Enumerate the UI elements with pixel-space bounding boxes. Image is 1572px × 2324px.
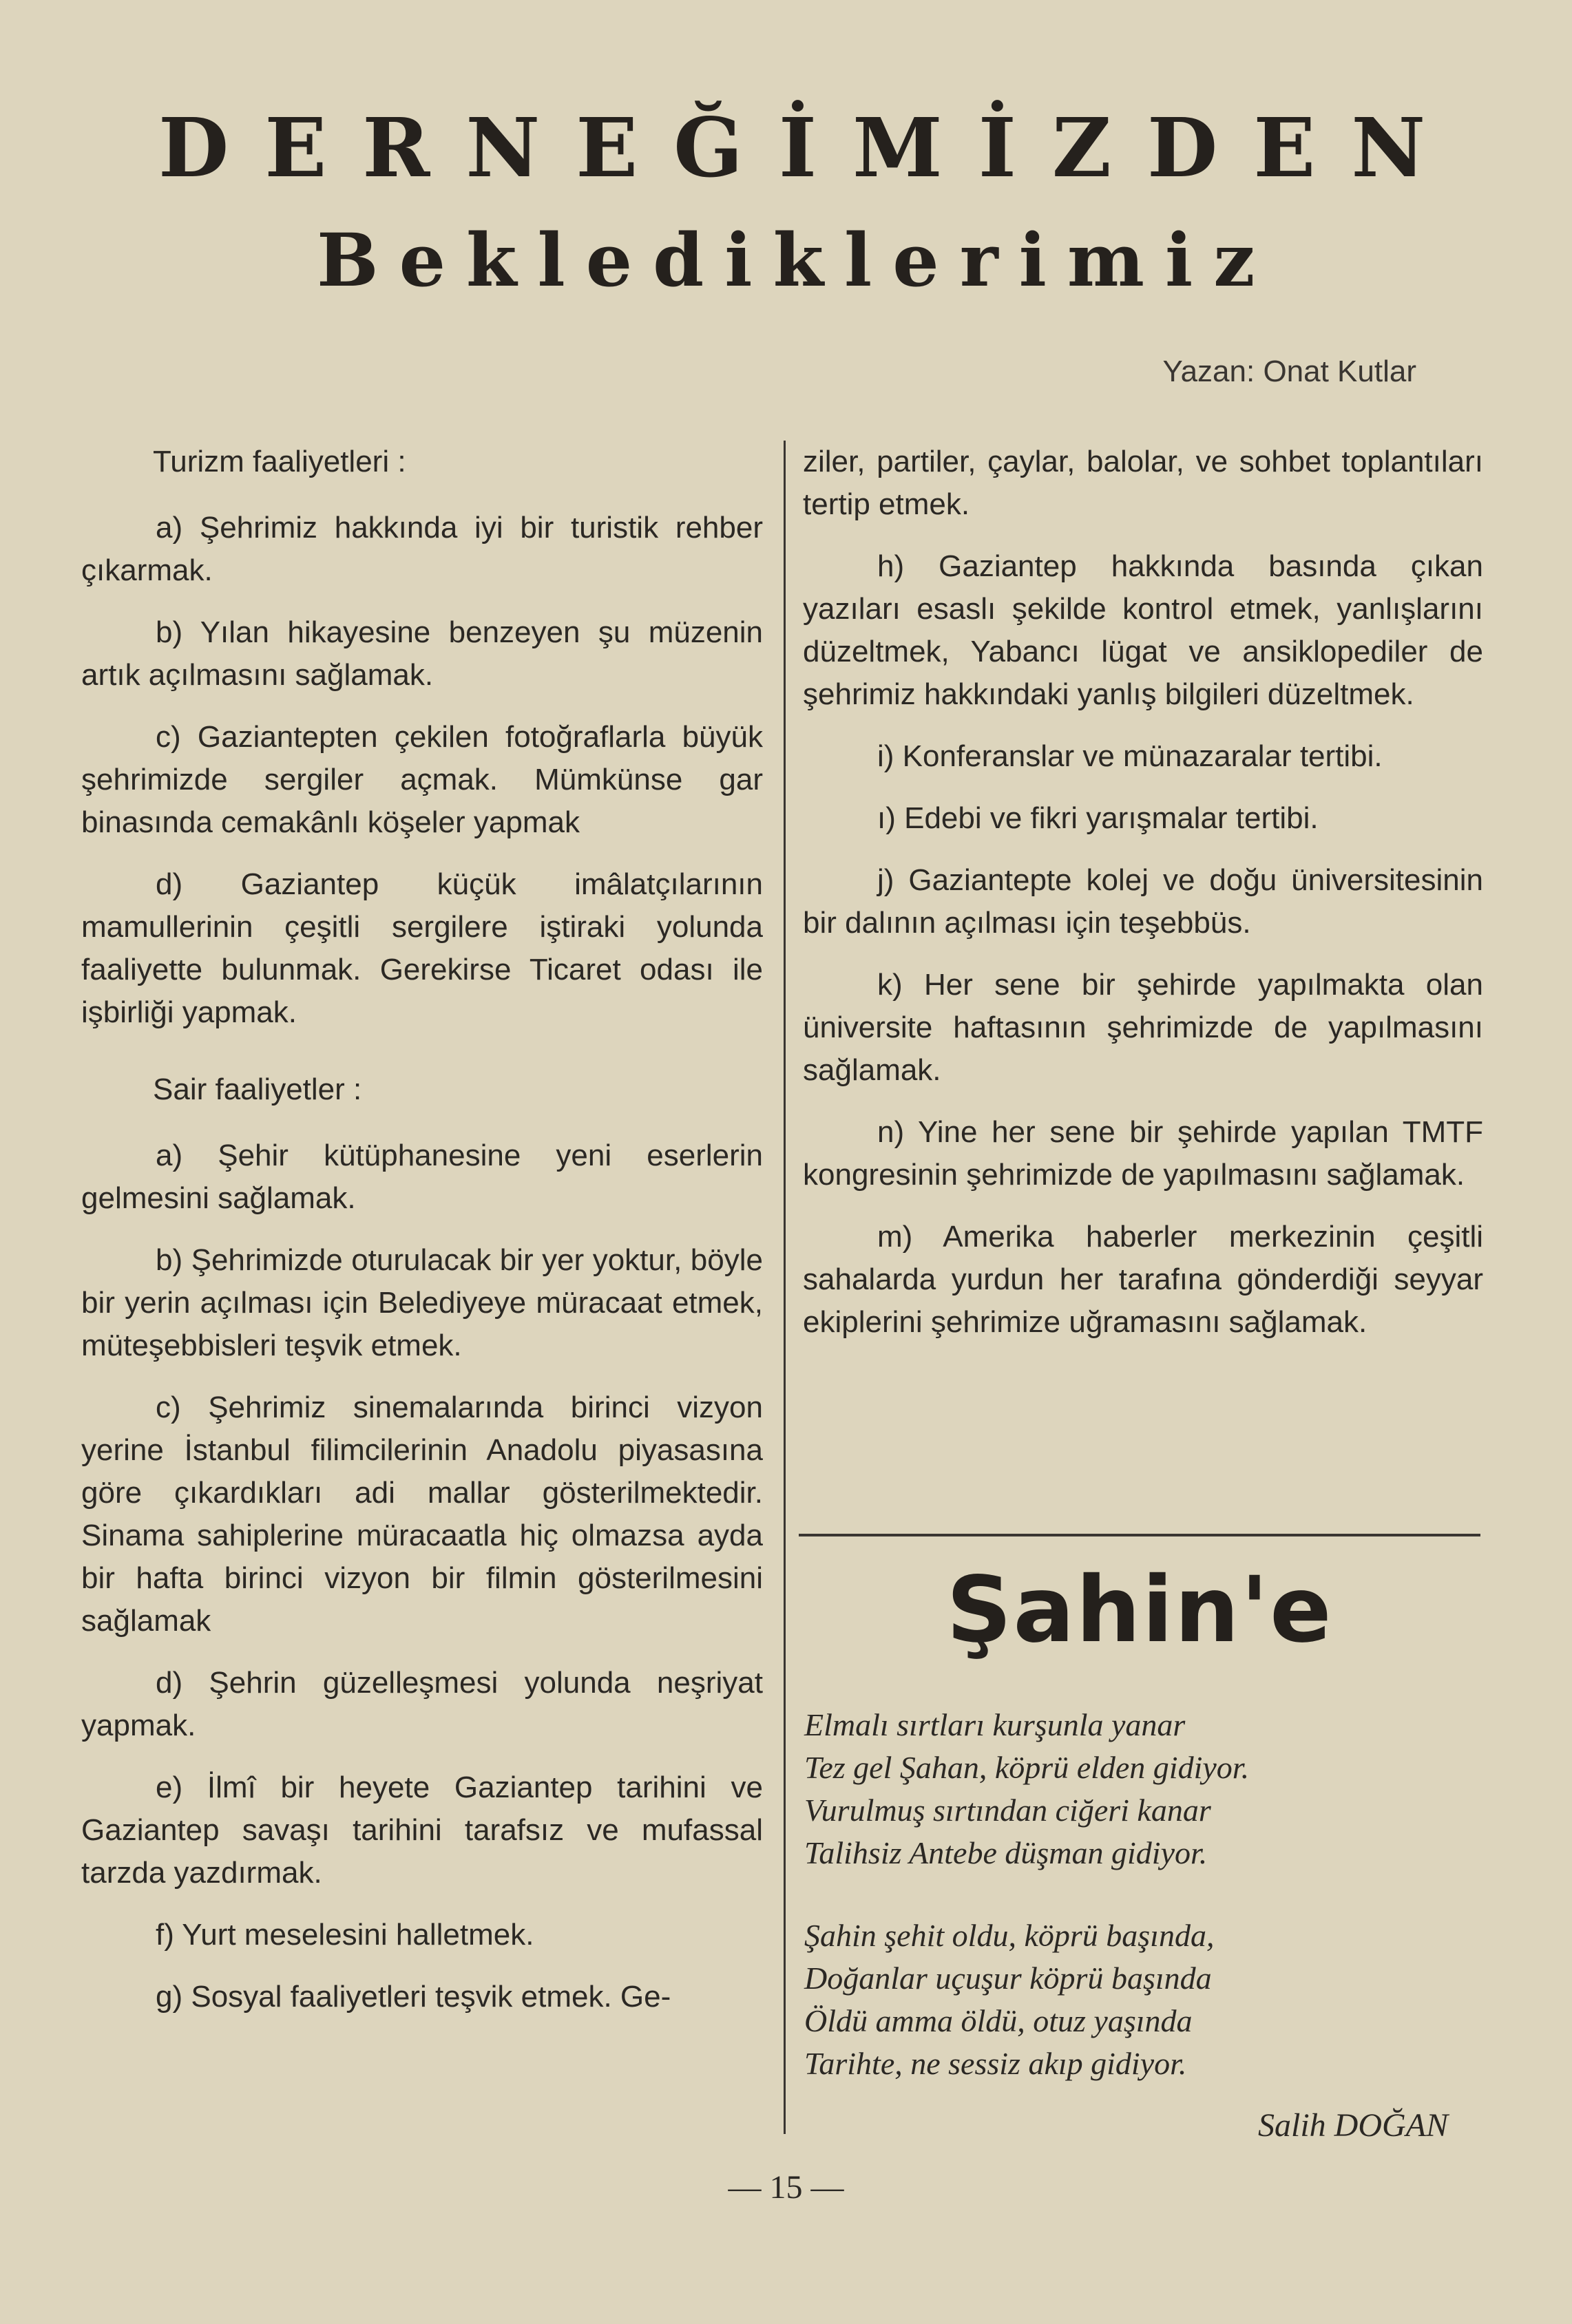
list-item: c) Gaziantepten çekilen fotoğraflarla büyük şehrimizde sergiler açmak. Mümkünse gar binasında cemakânlı köşeler yapmak — [81, 720, 763, 839]
list-item: ı) Edebi ve fikri yarışmalar tertibi. — [877, 801, 1319, 835]
column-divider — [784, 441, 786, 2134]
stanza-gap — [804, 1874, 1479, 1914]
poem-line: Talihsiz Antebe düşman gidiyor. — [804, 1835, 1208, 1870]
list-item: n) Yine her sene bir şehirde yapılan TMTF kongresinin şehrimizde de yapılmasını sağlamak. — [803, 1115, 1483, 1192]
list-item: b) Yılan hikayesine benzeyen şu müzenin artık açılmasını sağlamak. — [81, 615, 763, 692]
poem-line: Öldü amma öldü, otuz yaşında — [804, 2003, 1193, 2038]
list-item: e) İlmî bir heyete Gaziantep tarihini ve Gaziantep savaşı tarihini tarafsız ve mufassal tarzda yazdırmak. — [81, 1771, 763, 1890]
poem-line: Vurulmuş sırtından ciğeri kanar — [804, 1793, 1211, 1828]
section-heading-tourism: Turizm faaliyetleri : — [153, 445, 406, 478]
poem-author: Salih DOĞAN — [1258, 2107, 1448, 2144]
list-item: c) Şehrimiz sinemalarında birinci vizyon yerine İstanbul filimcilerinin Anadolu piyasasına göre çıkardıkları adi mallar gösterilmektedir. Sinama sahiplerine müracaatla hiç olmazsa ayda bir hafta birinci vizyon bir filmin gösterilmesini sağlamak — [81, 1391, 763, 1638]
list-item: d) Şehrin güzelleşmesi yolunda neşriyat yapmak. — [81, 1666, 763, 1742]
article-title: Beklediklerimiz — [317, 217, 1276, 303]
list-item: m) Amerika haberler merkezinin çeşitli sahalarda yurdun her tarafına gönderdiği seyyar ekiplerini şehrimize uğramasını sağlamak. — [803, 1220, 1483, 1339]
byline: Yazan: Onat Kutlar — [1162, 355, 1416, 388]
list-item: k) Her sene bir şehirde yapılmakta olan üniversite haftasının şehrimizde de yapılmasını sağlamak. — [803, 968, 1483, 1087]
list-item: b) Şehrimizde oturulacak bir yer yoktur, böyle bir yerin açılması için Belediyeye müracaat etmek, müteşebbisleri teşvik etmek. — [81, 1243, 763, 1362]
list-item: g) Sosyal faaliyetleri teşvik etmek. Ge- — [156, 1980, 671, 2014]
list-item: d) Gaziantep küçük imâlatçılarının mamullerinin çeşitli sergilere iştiraki yolunda faaliyette bulunmak. Gerekirse Ticaret odası ile işbirliği yapmak. — [81, 867, 763, 1029]
poem-line: Tarihte, ne sessiz akıp gidiyor. — [804, 2046, 1187, 2081]
list-item: h) Gaziantep hakkında basında çıkan yazıları esaslı şekilde kontrol etmek, yanlışlarını düzeltmek, Yabancı lügat ve ansiklopediler de şehrimiz hakkındaki yanlış bilgileri düzeltmek. — [803, 549, 1483, 711]
list-item: j) Gaziantepte kolej ve doğu üniversitesinin bir dalının açılması için teşebbüs. — [803, 863, 1483, 940]
list-item: f) Yurt meselesini halletmek. — [156, 1918, 534, 1952]
poem-line: Şahin şehit oldu, köprü başında, — [804, 1918, 1215, 1953]
poem-line: Doğanlar uçuşur köprü başında — [804, 1961, 1212, 1996]
section-divider — [799, 1534, 1480, 1536]
continuation-text: ziler, partiler, çaylar, balolar, ve sohbet toplantıları tertip etmek. — [803, 445, 1483, 521]
list-item: a) Şehrimiz hakkında iyi bir turistik rehber çıkarmak. — [81, 511, 763, 587]
poem-line: Elmalı sırtları kurşunla yanar — [804, 1707, 1186, 1742]
list-item: a) Şehir kütüphanesine yeni eserlerin gelmesini sağlamak. — [81, 1139, 763, 1215]
poem — [804, 1704, 1479, 2085]
right-column — [803, 441, 1483, 1363]
list-item: i) Konferanslar ve münazaralar tertibi. — [877, 739, 1383, 773]
left-column — [81, 441, 763, 2038]
poem-line: Tez gel Şahan, köprü elden gidiyor. — [804, 1750, 1250, 1785]
section-heading-other: Sair faaliyetler : — [153, 1073, 362, 1106]
page-number: — 15 — — [728, 2169, 844, 2206]
page-title: DERNEĞİMİZDEN — [158, 100, 1462, 196]
poem-title: Şahin'e — [946, 1557, 1333, 1663]
